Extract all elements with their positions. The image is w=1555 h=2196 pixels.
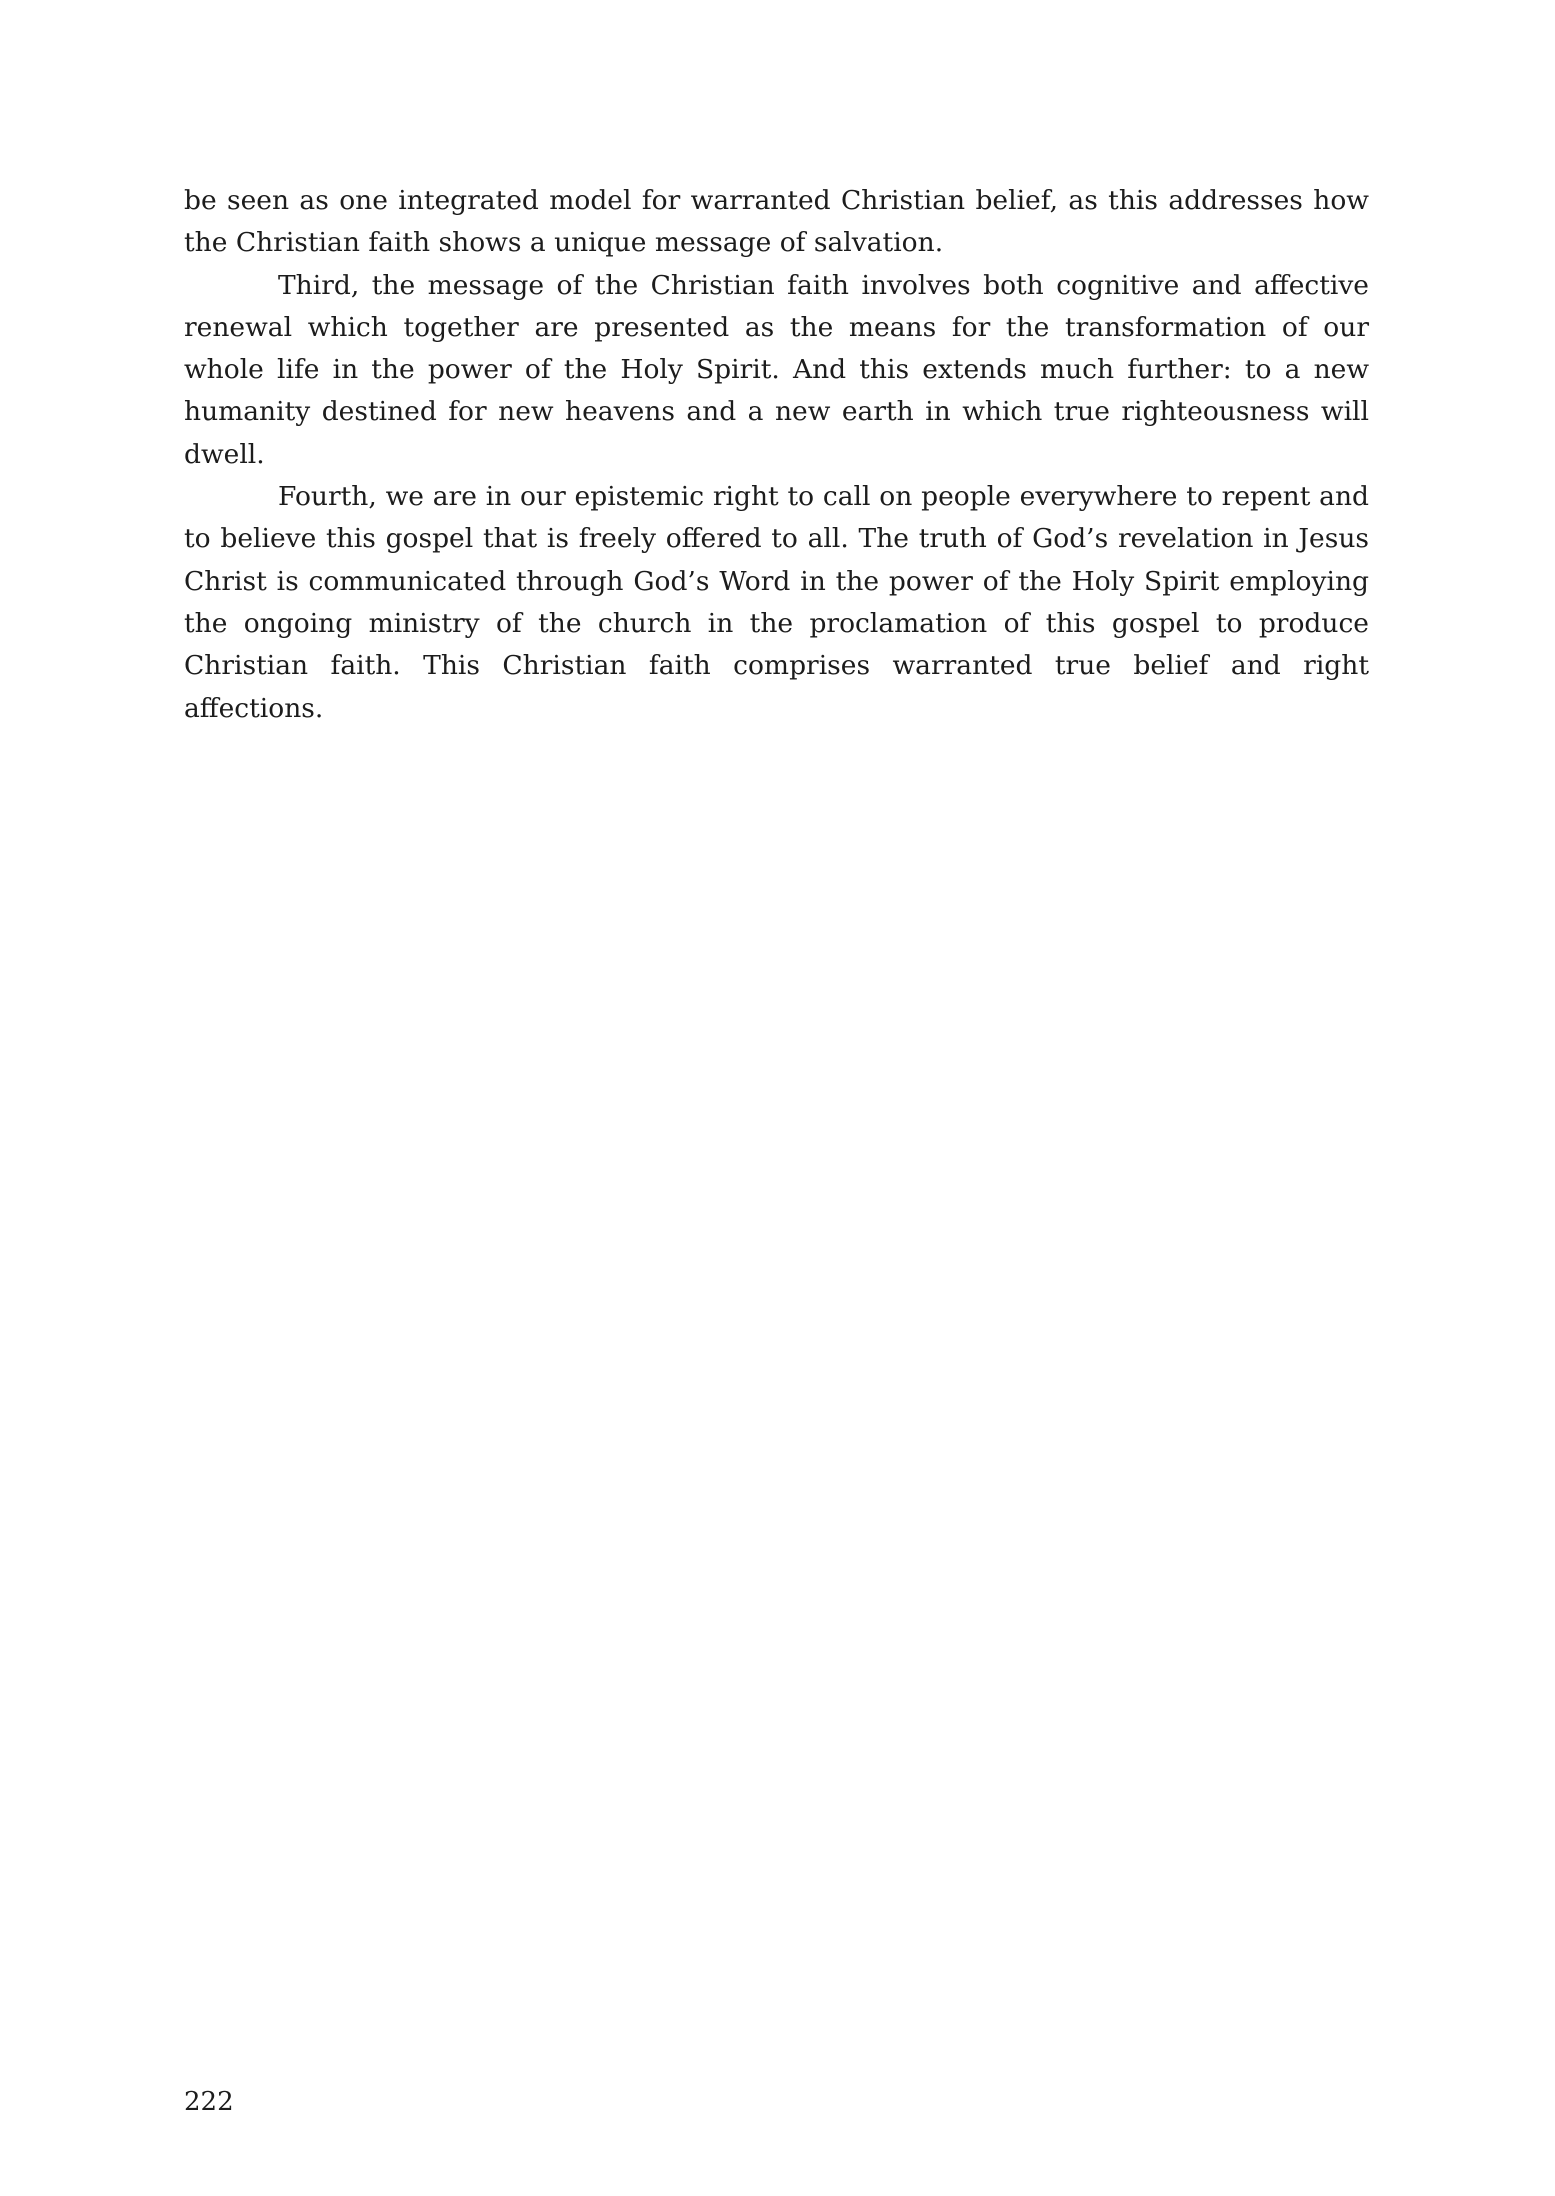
page-number: 222: [184, 2087, 234, 2117]
paragraph-third: Third, the message of the Christian faith involves both cognitive and affective renewal which together are presented as the means for the transformation of our whole life in the power of the Holy Spirit. And this extends much further: to a new humanity destined for new heavens and a new earth in which true righteousness will dwell.: [184, 269, 1369, 470]
paragraph-fourth: Fourth, we are in our epistemic right to call on people everywhere to repent and to believe this gospel that is freely offered to all. The truth of God’s revelation in Jesus Christ is communicated through God’s Word in the power of the Holy Spirit employing the ongoing ministry of the church in the proclamation of this gospel to produce Christian faith. This Christian faith comprises warranted true belief and right affections.: [184, 481, 1369, 724]
paragraph-continuation: be seen as one integrated model for warranted Christian belief, as this addresses how the Christian faith shows a unique message of salvation.: [184, 185, 1369, 259]
body-text: [184, 180, 1369, 730]
